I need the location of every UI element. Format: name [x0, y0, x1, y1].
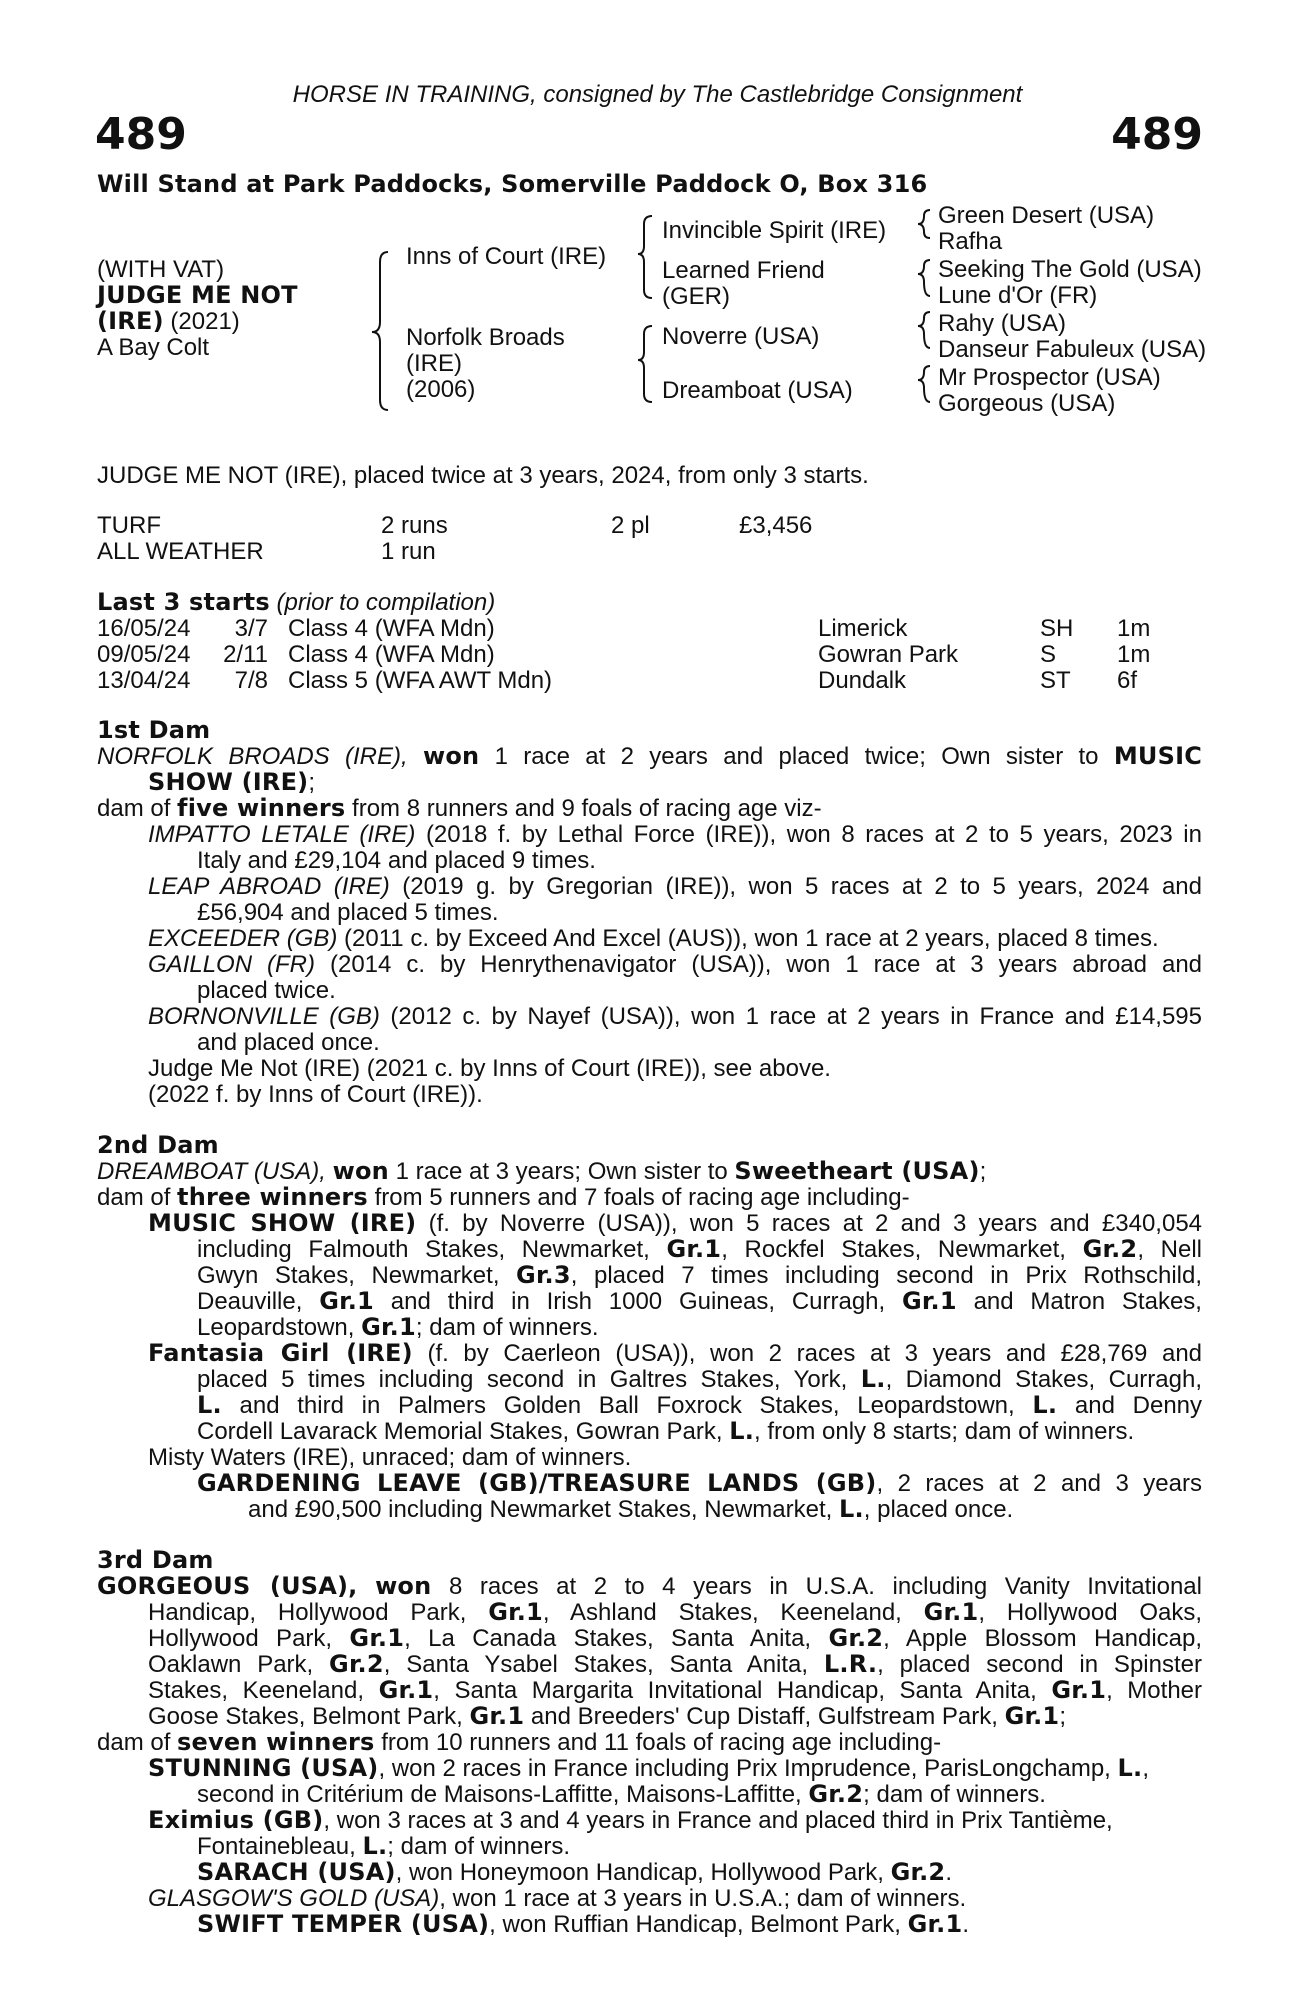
grade: L. — [362, 1832, 388, 1860]
produce-record: , won 3 races at 3 and 4 years in France and placed third in Prix Tantième, — [323, 1807, 1113, 1834]
record-runs: 1 run — [381, 538, 436, 565]
winners-count: three winners — [177, 1183, 368, 1211]
horse-name: JUDGE ME NOT — [97, 281, 298, 309]
third-dam-line — [148, 1600, 1202, 1626]
race-text: ; — [1059, 1703, 1066, 1730]
race-text: Leopardstown, — [197, 1314, 355, 1341]
grade: Gr.2 — [890, 1858, 946, 1886]
record-surface: ALL WEATHER — [97, 538, 264, 565]
produce-line: £56,904 and placed 5 times. — [197, 899, 499, 926]
produce-line: Italy and £29,104 and placed 9 times. — [197, 847, 596, 874]
third-dam-line — [148, 1704, 1066, 1730]
produce-record: (2011 c. by Exceed And Excel (AUS)), won 1 race at 2 years, placed 8 times. — [344, 925, 1159, 952]
race-summary: JUDGE ME NOT (IRE), placed twice at 3 years, 2024, from only 3 starts. — [97, 462, 869, 489]
punctuation: . — [945, 1859, 952, 1886]
start-distance: 1m — [1117, 641, 1151, 668]
start-date: 13/04/24 — [97, 667, 191, 694]
produce-record: , won Honeymoon Handicap, Hollywood Park, — [395, 1859, 884, 1886]
grade: L. — [197, 1391, 222, 1419]
produce-name: GAILLON (FR) — [148, 951, 315, 978]
race-text: Stakes, Keeneland, — [148, 1677, 365, 1704]
dam-name: GORGEOUS (USA), — [97, 1572, 358, 1600]
third-dam-heading: 3rd Dam — [97, 1546, 214, 1574]
grade: Gr.1 — [1004, 1702, 1060, 1730]
produce-line — [197, 1237, 1202, 1263]
grade: L.R. — [823, 1650, 878, 1678]
g2-dam: Lune d'Or (FR) — [938, 282, 1098, 309]
race-text: , placed 7 times including second in Prix Rothschild, — [570, 1262, 1203, 1289]
produce-line — [148, 822, 1202, 848]
race-text: and Breeders' Cup Distaff, Gulfstream Park, — [530, 1703, 998, 1730]
race-text: Oaklawn Park, — [148, 1651, 314, 1678]
second-dam-heading: 2nd Dam — [97, 1131, 219, 1159]
produce-line — [148, 874, 1202, 900]
produce-name: SWIFT TEMPER (USA) — [197, 1910, 490, 1938]
race-text: , Santa Margarita Invitational Handicap, Santa Anita, — [433, 1677, 1037, 1704]
produce-record: , won Ruffian Handicap, Belmont Park, — [489, 1911, 901, 1938]
race-text: second in Critérium de Maisons-Laffitte, Maisons-Laffitte, — [197, 1781, 802, 1808]
start-course: Gowran Park — [818, 641, 959, 668]
sister-name: MUSIC — [1113, 742, 1203, 770]
produce-line — [148, 926, 1159, 952]
produce-line — [197, 1419, 1134, 1445]
race-text: , placed once. — [863, 1496, 1014, 1523]
start-race: Class 4 (WFA Mdn) — [288, 615, 495, 642]
grade: Gr.1 — [469, 1702, 525, 1730]
dam-dam: Dreamboat (USA) — [662, 377, 853, 404]
produce-record: (2012 c. by Nayef (USA)), won 1 race at 2 years in France and £14,595 — [390, 1003, 1202, 1030]
dam-of-label: dam of — [97, 1729, 171, 1756]
g3-sire: Rahy (USA) — [938, 310, 1067, 337]
stand-location: Will Stand at Park Paddocks, Somerville Paddock O, Box 316 — [97, 170, 928, 198]
grade: Gr.3 — [516, 1261, 571, 1289]
race-text: , Rockfel Stakes, Newmarket, — [721, 1236, 1066, 1263]
produce-line — [148, 952, 1202, 978]
sire-sire: Invincible Spirit (IRE) — [662, 217, 887, 244]
dam-of-label: dam of — [97, 795, 171, 822]
race-text: Handicap, Hollywood Park, — [148, 1599, 467, 1626]
won-label: won — [375, 1572, 432, 1600]
start-date: 09/05/24 — [97, 641, 191, 668]
produce-record: (2018 f. by Lethal Force (IRE)), won 8 races at 2 to 5 years, 2023 in — [425, 821, 1202, 848]
third-dam-line — [97, 1574, 1202, 1600]
produce-name: Fantasia Girl (IRE) — [148, 1339, 413, 1367]
produce-line — [197, 1393, 1202, 1419]
race-text: , Mother — [1106, 1677, 1203, 1704]
start-date: 16/05/24 — [97, 615, 191, 642]
dam-name: DREAMBOAT (USA), — [97, 1158, 326, 1185]
produce-line — [197, 1860, 952, 1886]
dam-record: 8 races at 2 to 4 years in U.S.A. including Vanity Invitational — [448, 1573, 1202, 1600]
sister-name: Sweetheart (USA) — [734, 1157, 980, 1185]
second-dam-line — [97, 1185, 910, 1211]
produce-line — [197, 1471, 1202, 1497]
grade: Gr.1 — [666, 1235, 722, 1263]
produce-line — [197, 1834, 570, 1860]
punctuation: ; — [979, 1158, 987, 1185]
start-race: Class 5 (WFA AWT Mdn) — [288, 667, 553, 694]
record-prize: £3,456 — [739, 512, 813, 539]
produce-line — [148, 1756, 1149, 1782]
dam-of-label: dam of — [97, 1184, 171, 1211]
g3-dam: Danseur Fabuleux (USA) — [938, 336, 1207, 363]
second-dam-line — [97, 1159, 986, 1185]
last-starts-note: (prior to compilation) — [276, 589, 496, 616]
sister-name: SHOW (IRE) — [148, 768, 309, 796]
produce-name: GLASGOW'S GOLD (USA) — [148, 1885, 440, 1912]
produce-line — [197, 1315, 599, 1341]
lot-number-left: 489 — [95, 109, 187, 160]
dam-line1: Norfolk Broads — [406, 324, 565, 351]
runners-foals: from 8 runners and 9 foals of racing age viz- — [352, 795, 822, 822]
dam-line2: (IRE) — [406, 350, 462, 377]
produce-line — [148, 1808, 1113, 1834]
runners-foals: from 5 runners and 7 foals of racing age including- — [374, 1184, 910, 1211]
produce-record: (2014 c. by Henrythenavigator (USA)), won 1 race at 3 years abroad and — [329, 951, 1203, 978]
first-dam-line — [97, 744, 1202, 770]
race-text: Deauville, — [197, 1288, 303, 1315]
grade: Gr.1 — [361, 1313, 416, 1341]
grade: L. — [860, 1365, 886, 1393]
produce-name: IMPATTO LETALE (IRE) — [148, 821, 416, 848]
g4-dam: Gorgeous (USA) — [938, 390, 1116, 417]
race-text: , Apple Blossom Handicap, — [883, 1625, 1203, 1652]
grade: Gr.2 — [808, 1780, 864, 1808]
race-text: and Denny — [1074, 1392, 1203, 1419]
race-text: placed 5 times including second in Galtres Stakes, York, — [197, 1366, 848, 1393]
g4-sire: Mr Prospector (USA) — [938, 364, 1161, 391]
race-text: ; dam of winners. — [863, 1781, 1046, 1808]
produce-record: (f. by Caerleon (USA)), won 2 races at 3 years and £28,769 and — [427, 1340, 1203, 1367]
won-label: won — [422, 742, 480, 770]
g1-dam: Rafha — [938, 228, 1003, 255]
start-position: 2/11 — [223, 641, 268, 668]
grade: Gr.2 — [828, 1624, 884, 1652]
vat-note: (WITH VAT) — [97, 256, 225, 283]
race-text: Fontainebleau, — [197, 1833, 356, 1860]
race-text: , from only 8 starts; dam of winners. — [754, 1418, 1135, 1445]
grade: Gr.2 — [329, 1650, 384, 1678]
produce-line — [148, 1341, 1202, 1367]
start-race: Class 4 (WFA Mdn) — [288, 641, 495, 668]
record-placed: 2 pl — [611, 512, 650, 539]
dam-record: 1 race at 3 years; Own sister to — [395, 1158, 728, 1185]
third-dam-line — [97, 1730, 941, 1756]
grade: Gr.1 — [923, 1598, 979, 1626]
first-dam-line — [148, 770, 315, 796]
horse-description: A Bay Colt — [97, 334, 210, 361]
horse-year: (2021) — [170, 308, 240, 335]
produce-line: and placed once. — [197, 1029, 380, 1056]
grade: L. — [1117, 1754, 1143, 1782]
produce-line: Judge Me Not (IRE) (2021 c. by Inns of Court (IRE)), see above. — [148, 1055, 831, 1082]
produce-name: SARACH (USA) — [197, 1858, 396, 1886]
produce-line — [197, 1782, 1046, 1808]
produce-name: GARDENING LEAVE (GB)/TREASURE LANDS (GB) — [197, 1469, 877, 1497]
winners-count: seven winners — [177, 1728, 375, 1756]
race-text: Cordell Lavarack Memorial Stakes, Gowran Park, — [197, 1418, 723, 1445]
produce-line — [148, 1211, 1202, 1237]
race-text: Hollywood Park, — [148, 1625, 333, 1652]
produce-line: placed twice. — [197, 977, 336, 1004]
produce-line — [148, 1004, 1202, 1030]
produce-record: , 2 races at 2 and 3 years — [876, 1470, 1202, 1497]
record-surface: TURF — [97, 512, 161, 539]
start-position: 3/7 — [234, 615, 268, 642]
start-distance: 1m — [1117, 615, 1151, 642]
punctuation: . — [962, 1911, 970, 1938]
race-text: , placed second in Spinster — [877, 1651, 1202, 1678]
produce-line — [148, 1886, 966, 1912]
g1-sire: Green Desert (USA) — [938, 202, 1155, 229]
produce-record: , won 2 races in France including Prix Imprudence, ParisLongchamp, — [378, 1755, 1111, 1782]
g2-sire: Seeking The Gold (USA) — [938, 256, 1202, 283]
start-course: Dundalk — [818, 667, 907, 694]
produce-name: BORNONVILLE (GB) — [148, 1003, 380, 1030]
produce-line — [197, 1367, 1202, 1393]
sire-dam-line2: (GER) — [662, 283, 730, 310]
grade: L. — [1032, 1391, 1058, 1419]
dam-record: 1 race at 2 years and placed twice; Own sister to — [494, 743, 1099, 770]
produce-record: , won 1 race at 3 years in U.S.A.; dam of winners. — [439, 1885, 967, 1912]
race-text: Goose Stakes, Belmont Park, — [148, 1703, 463, 1730]
grade: Gr.1 — [349, 1624, 405, 1652]
race-text: including Falmouth Stakes, Newmarket, — [197, 1236, 650, 1263]
last-starts-heading — [97, 590, 495, 616]
produce-name: Eximius (GB) — [148, 1806, 324, 1834]
punctuation: ; — [308, 769, 316, 796]
grade: Gr.2 — [1082, 1235, 1138, 1263]
punctuation: , — [1142, 1755, 1150, 1782]
produce-record: (2019 g. by Gregorian (IRE)), won 5 races at 2 to 5 years, 2024 and — [402, 873, 1202, 900]
record-runs: 2 runs — [381, 512, 448, 539]
last-starts-title: Last 3 starts — [97, 588, 270, 616]
race-text: , Diamond Stakes, Curragh, — [885, 1366, 1202, 1393]
produce-name: LEAP ABROAD (IRE) — [148, 873, 390, 900]
race-text: , Santa Ysabel Stakes, Santa Anita, — [383, 1651, 809, 1678]
first-dam-line — [97, 796, 822, 822]
grade: Gr.1 — [488, 1598, 543, 1626]
produce-line: Misty Waters (IRE), unraced; dam of winners. — [148, 1444, 632, 1471]
start-position: 7/8 — [234, 667, 268, 694]
third-dam-line — [148, 1652, 1202, 1678]
produce-name: STUNNING (USA) — [148, 1754, 379, 1782]
grade: Gr.1 — [1051, 1676, 1107, 1704]
start-going: ST — [1040, 667, 1071, 694]
produce-record: (f. by Noverre (USA)), won 5 races at 2 and 3 years and £340,054 — [428, 1210, 1203, 1237]
start-distance: 6f — [1117, 667, 1138, 694]
won-label: won — [332, 1157, 389, 1185]
dam-name: NORFOLK BROADS (IRE), — [97, 743, 408, 770]
race-text: and Matron Stakes, — [973, 1288, 1202, 1315]
grade: L. — [729, 1417, 755, 1445]
race-text: and £90,500 including Newmarket Stakes, Newmarket, — [248, 1496, 833, 1523]
runners-foals: from 10 runners and 11 foals of racing age including- — [381, 1729, 942, 1756]
winners-count: five winners — [177, 794, 346, 822]
race-text: ; dam of winners. — [415, 1314, 599, 1341]
produce-name: MUSIC SHOW (IRE) — [148, 1209, 417, 1237]
race-text: Gwyn Stakes, Newmarket, — [197, 1262, 500, 1289]
produce-line — [197, 1289, 1202, 1315]
start-course: Limerick — [818, 615, 908, 642]
dam-line3: (2006) — [406, 376, 476, 403]
catalogue-title: HORSE IN TRAINING, consigned by The Castlebridge Consignment — [292, 81, 1023, 108]
start-going: SH — [1040, 615, 1074, 642]
race-text: and third in Irish 1000 Guineas, Curragh, — [390, 1288, 886, 1315]
third-dam-line — [148, 1626, 1202, 1652]
produce-line — [197, 1912, 969, 1938]
grade: Gr.1 — [319, 1287, 374, 1315]
race-text: and third in Palmers Golden Ball Foxrock Stakes, Leopardstown, — [239, 1392, 1015, 1419]
lot-number-right: 489 — [1111, 109, 1203, 160]
race-text: , Hollywood Oaks, — [978, 1599, 1203, 1626]
sire-dam-line1: Learned Friend — [662, 257, 825, 284]
race-text: , Ashland Stakes, Keeneland, — [542, 1599, 902, 1626]
produce-line — [248, 1497, 1013, 1523]
third-dam-line — [148, 1678, 1202, 1704]
first-dam-heading: 1st Dam — [97, 716, 211, 744]
race-text: , La Canada Stakes, Santa Anita, — [404, 1625, 812, 1652]
grade: L. — [838, 1495, 864, 1523]
produce-name: EXCEEDER (GB) — [148, 925, 338, 952]
horse-country: (IRE) — [97, 307, 164, 335]
grade: Gr.1 — [902, 1287, 957, 1315]
produce-line: (2022 f. by Inns of Court (IRE)). — [148, 1081, 483, 1108]
grade: Gr.1 — [378, 1676, 434, 1704]
race-text: , Nell — [1137, 1236, 1202, 1263]
start-going: S — [1040, 641, 1057, 668]
race-text: ; dam of winners. — [387, 1833, 571, 1860]
produce-line — [197, 1263, 1202, 1289]
grade: Gr.1 — [907, 1910, 963, 1938]
sire: Inns of Court (IRE) — [406, 243, 607, 270]
dam-sire: Noverre (USA) — [662, 323, 820, 350]
